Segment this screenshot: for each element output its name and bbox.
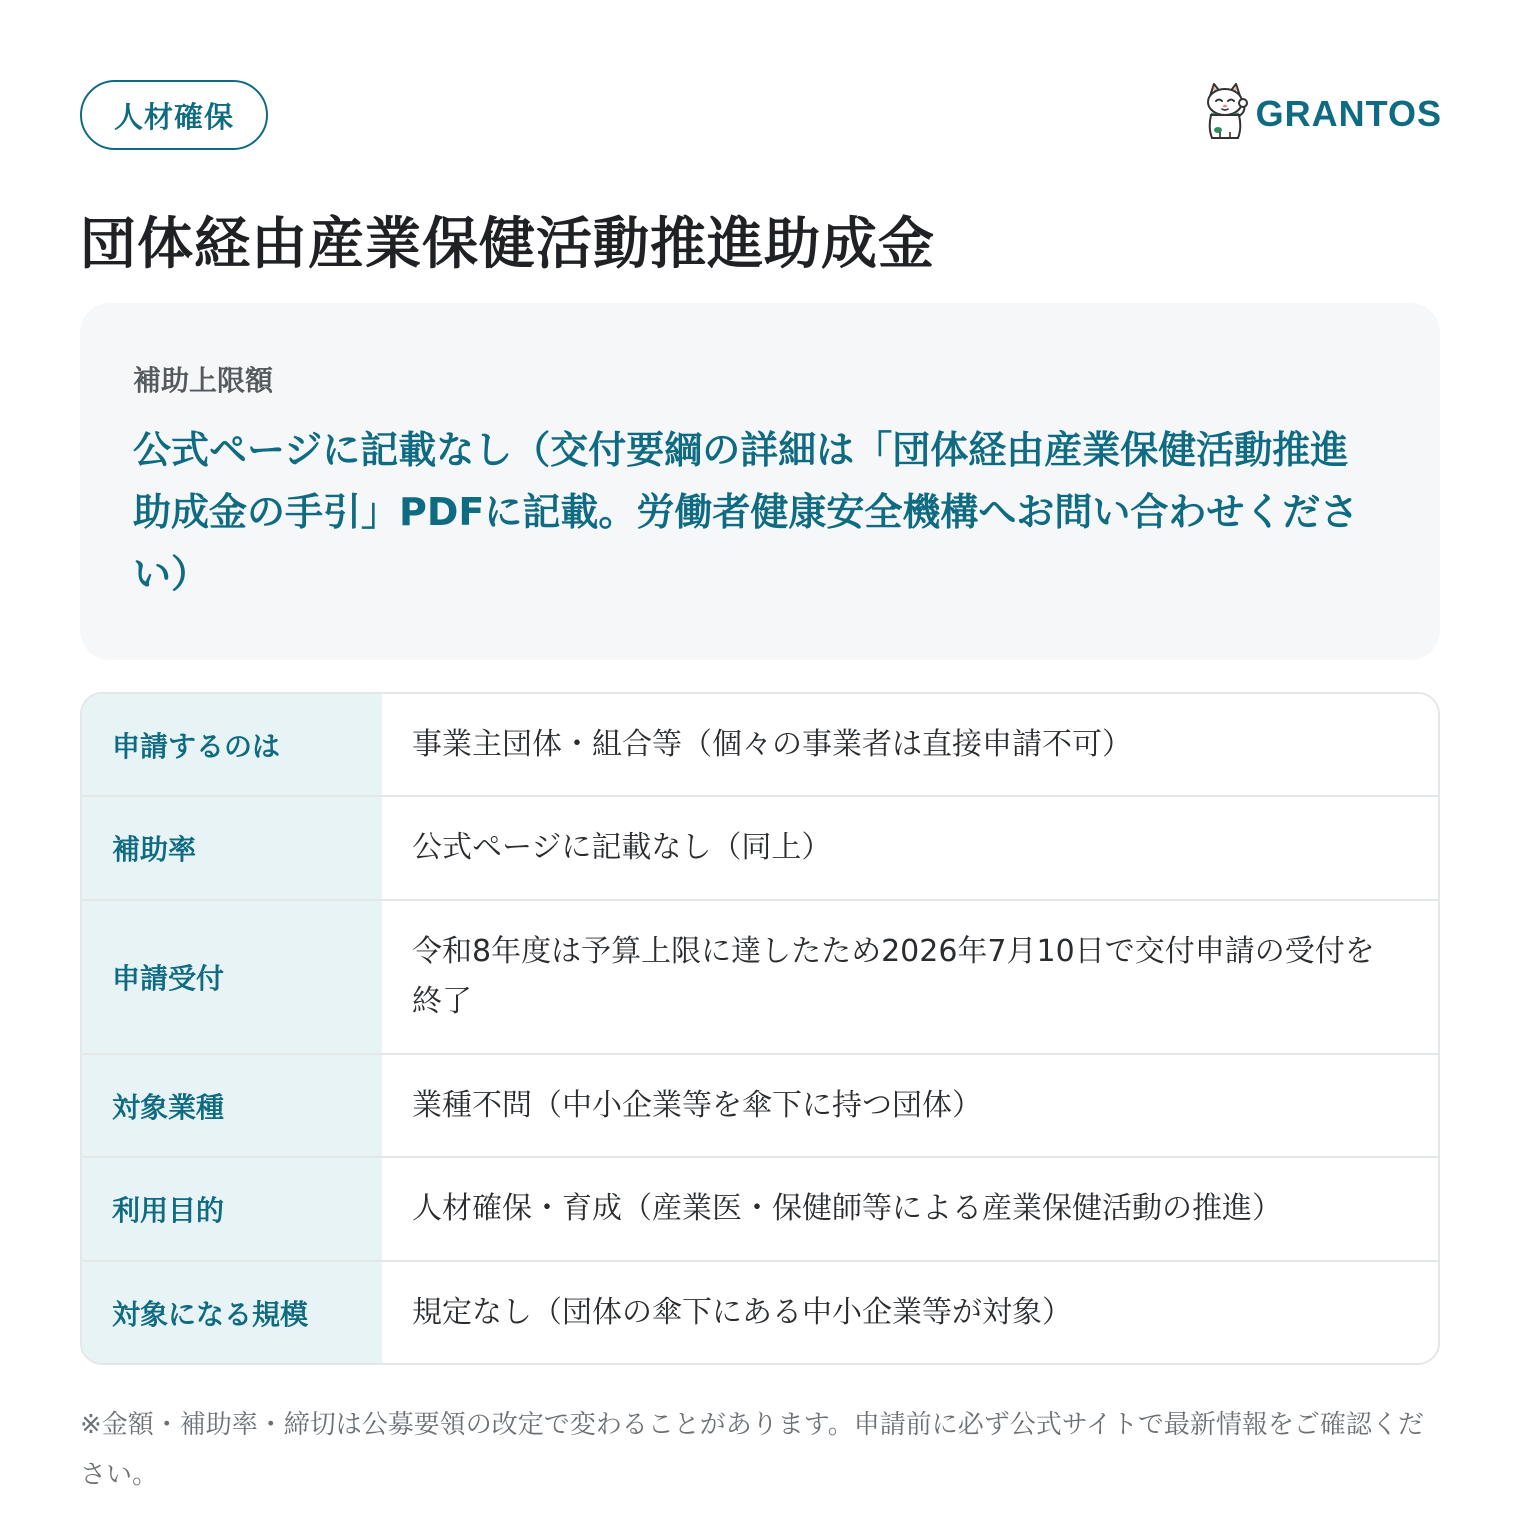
- table-row: [82, 797, 1438, 901]
- row-label: 対象業種: [82, 1055, 382, 1156]
- subsidy-limit-card: [80, 303, 1440, 660]
- table-row: [82, 1158, 1438, 1262]
- subsidy-limit-value: 公式ページに記載なし（交付要綱の詳細は「団体経由産業保健活動推進助成金の手引」PDFに記載。労働者健康安全機構へお問い合わせください）: [133, 428, 1359, 596]
- table-row: [82, 901, 1438, 1055]
- row-value: 令和8年度は予算上限に達したため2026年7月10日で交付申請の受付を終了: [412, 934, 1375, 1019]
- page-title: 団体経由産業保健活動推進助成金: [80, 212, 935, 277]
- category-tag: [80, 80, 268, 150]
- row-value: 人材確保・育成（産業医・保健師等による産業保健活動の推進）: [412, 1191, 1282, 1226]
- table-row: [82, 694, 1438, 797]
- row-value: 事業主団体・組合等（個々の事業者は直接申請不可）: [412, 726, 1132, 762]
- row-value: 公式ページに記載なし（同上）: [412, 830, 832, 865]
- brand-name: GRANTOS: [1255, 93, 1442, 134]
- row-label: 対象になる規模: [82, 1262, 382, 1363]
- row-label: 申請するのは: [82, 694, 382, 795]
- subsidy-limit-label: 補助上限額: [133, 364, 274, 397]
- row-label: 申請受付: [82, 901, 382, 1053]
- info-table: [80, 692, 1440, 1365]
- disclaimer-footnote: ※金額・補助率・締切は公募要領の改定で変わることがあります。申請前に必ず公式サイトで最新情報をご確認ください。: [80, 1410, 1424, 1490]
- row-label: 利用目的: [82, 1158, 382, 1260]
- table-row: [82, 1055, 1438, 1158]
- row-label: 補助率: [82, 797, 382, 899]
- brand-logo: [1202, 82, 1442, 146]
- maneki-neko-cat-icon: [1202, 82, 1248, 146]
- table-row: [82, 1262, 1438, 1363]
- row-value: 規定なし（団体の傘下にある中小企業等が対象）: [412, 1294, 1072, 1330]
- row-value: 業種不問（中小企業等を傘下に持つ団体）: [412, 1087, 982, 1123]
- category-tag-label: 人材確保: [113, 99, 234, 134]
